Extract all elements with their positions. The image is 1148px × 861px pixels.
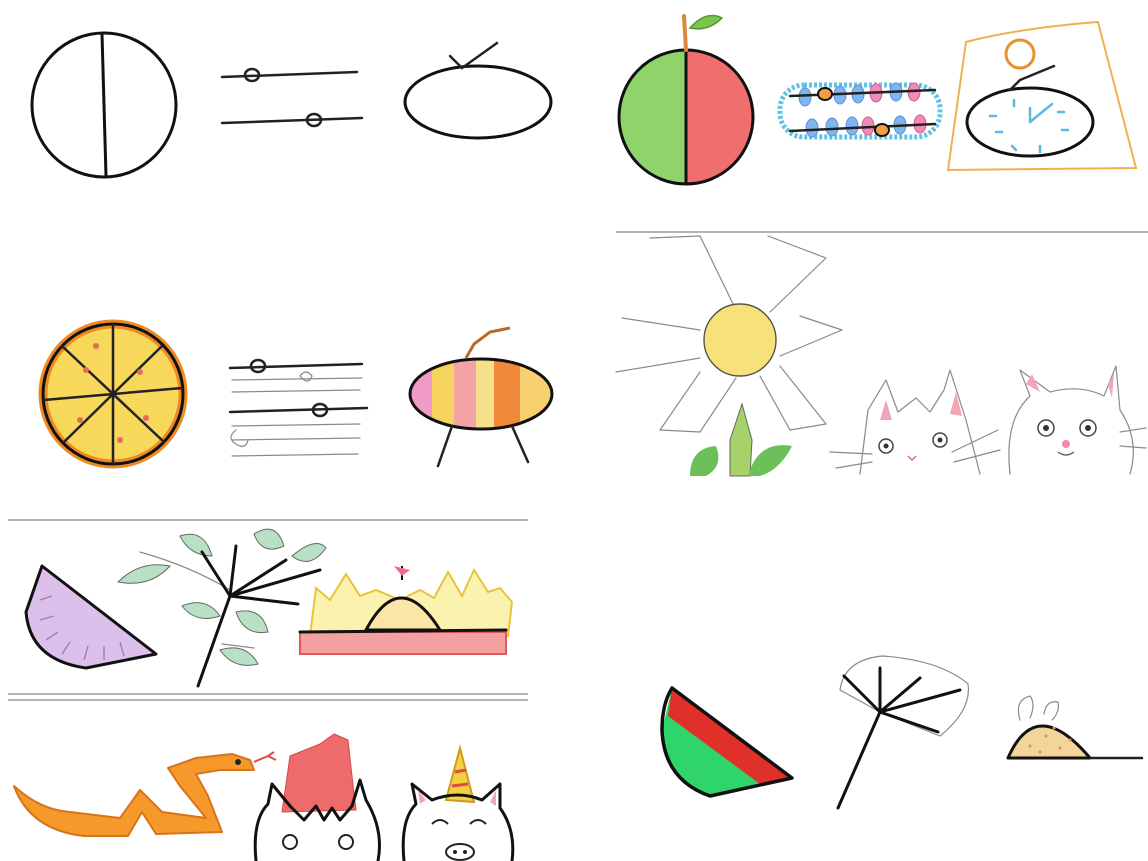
crown-and-hill — [300, 566, 512, 654]
pizza — [43, 324, 183, 464]
red-green-apple — [619, 16, 753, 184]
branch-with-leaves — [118, 529, 326, 686]
music-staff — [230, 360, 367, 456]
folding-fan — [838, 656, 968, 808]
sun-flower — [616, 236, 842, 476]
drawing-panel-top-right — [619, 16, 1136, 184]
half-dome-mouse — [1008, 696, 1142, 758]
bead-lines-outline — [222, 69, 362, 126]
clock-in-frame — [948, 22, 1136, 170]
drawing-panel-lower-left-top — [8, 520, 528, 686]
template-panel-bottom-right — [662, 656, 1142, 808]
circle-halves-outline — [32, 33, 176, 177]
template-panel-top-left — [32, 33, 551, 177]
oval-with-stem-outline — [405, 43, 551, 138]
cat-face-right — [1009, 366, 1146, 474]
striped-pumpkin — [410, 328, 554, 466]
drawing-panel-middle-left — [43, 324, 554, 466]
watermelon-slice — [662, 688, 792, 796]
unicorn-pig — [403, 748, 513, 861]
drawing-panel-lower-left-bottom — [8, 694, 528, 861]
bead-abacus — [780, 83, 940, 137]
orange-snake — [14, 752, 276, 836]
drawing-panel-middle-right — [616, 232, 1148, 476]
cat-face-left — [830, 370, 1000, 474]
